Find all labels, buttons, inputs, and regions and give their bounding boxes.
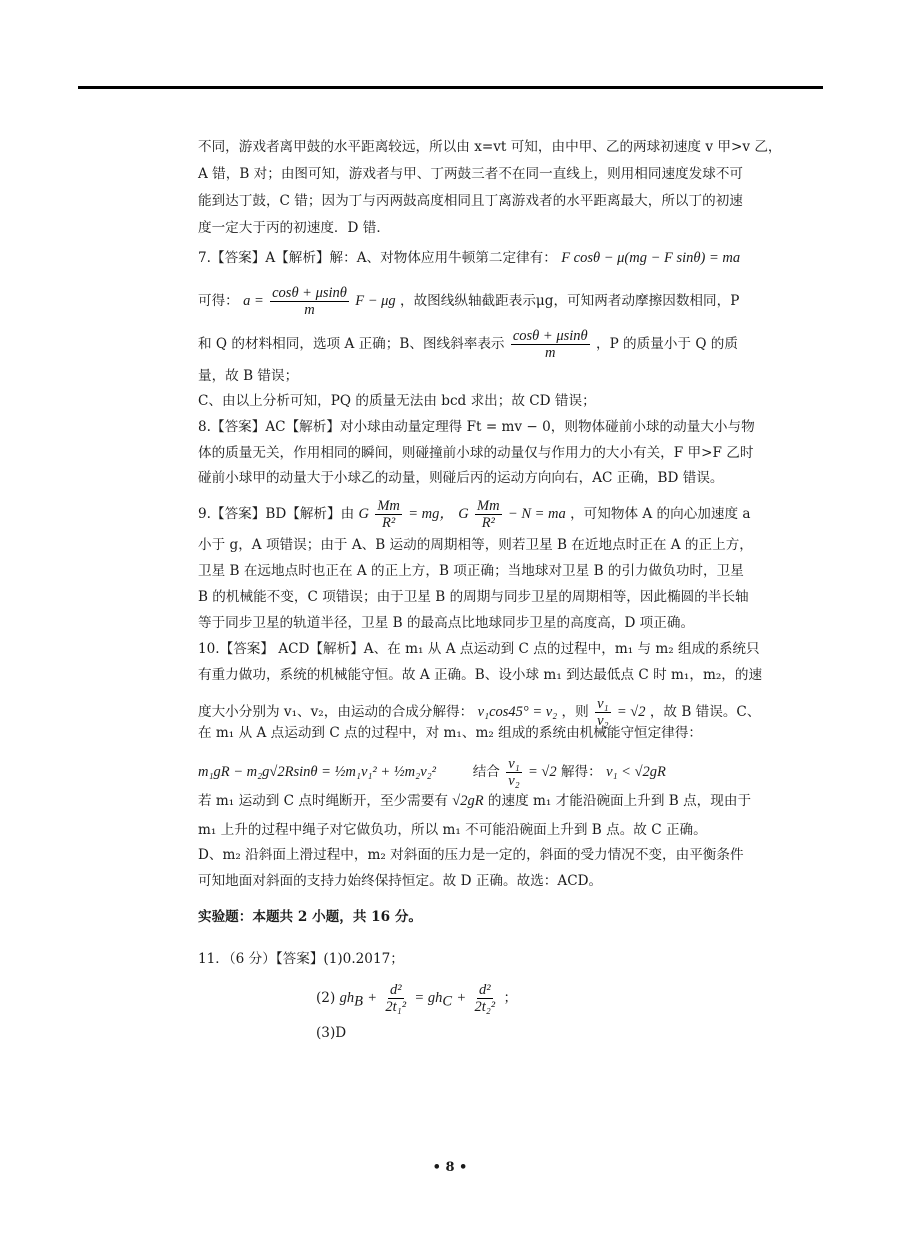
fraction-exp-1: [383, 982, 408, 1015]
equation-vcos: v₁cos45° = v₂: [477, 704, 558, 720]
text-line: (3)D: [316, 1025, 347, 1041]
equation-combine-val: = √2: [528, 764, 557, 780]
text-span: 结合: [472, 764, 500, 780]
fraction-numerator: Mm: [377, 498, 400, 514]
fraction-slope: [511, 328, 590, 361]
fraction-numerator: d²: [478, 982, 491, 998]
fraction-numerator: v₁: [597, 696, 609, 712]
fraction-denominator: v₂: [508, 773, 520, 789]
text-line: 有重力做功，系统的机械能守恒。故 A 正确。B、设小球 m₁ 到达最低点 C 时 m₁，m₂，的速: [198, 667, 763, 683]
text-span: (2): [316, 990, 336, 1006]
equation-exp-sub2: C: [442, 993, 452, 1010]
equation-g-eq2: − N = ma: [507, 506, 566, 522]
text-span: ；: [503, 990, 518, 1006]
text-line: 体的质量无关，作用相同的瞬间，则碰撞前小球的动量仅与作用力的大小有关，F 甲>F 乙时: [198, 445, 754, 461]
equation-energy: m₁gR − m₂g√2Rsinθ = ½m₁v₁² + ½m₂v₂²: [198, 764, 437, 780]
equation-exp-sub: B: [354, 993, 363, 1010]
fraction-numerator: Mm: [477, 498, 500, 514]
text-line: B 的机械能不变，C 项错误；由于卫星 B 的周期与同步卫星的周期相等，因此椭圆的半长轴: [198, 589, 749, 605]
text-line: 量，故 B 错误；: [198, 368, 299, 384]
fraction-numerator: cosθ + μsinθ: [512, 328, 588, 344]
fraction-denominator: R²: [481, 515, 495, 531]
equation-exp-eq: = gh: [414, 990, 443, 1006]
text-span: 9.【答案】BD【解析】由: [198, 506, 355, 522]
equation-g-lead2: G: [458, 506, 469, 522]
fraction-combine: [506, 756, 521, 789]
text-span: 解得：: [560, 764, 602, 780]
text-span: ，则: [561, 704, 589, 720]
header-rule: [78, 86, 823, 89]
text-span: 7.【答案】A【解析】解：A、对物体应用牛顿第二定律有：: [198, 250, 557, 266]
equation-exp-gh: gh: [339, 990, 355, 1006]
text-span: 和 Q 的材料相同，选项 A 正确；B、图线斜率表示: [198, 336, 505, 352]
text-line: 11．（6 分）【答案】(1)0.2017；: [198, 951, 404, 967]
fraction-a: [270, 285, 349, 318]
equation-g-eq1: = mg，: [408, 506, 454, 522]
q7-line2: [198, 285, 739, 318]
fraction-exp-2: [472, 982, 497, 1015]
text-line: 8.【答案】AC【解析】对小球由动量定理得 Ft = mv − 0，则物体碰前小球的动量大小与物: [198, 419, 755, 435]
text-line: 小于 g，A 项错误；由于 A、B 运动的周期相等，则若卫星 B 在近地点时正在 A 的正上方，: [198, 537, 753, 553]
text-line: 等于同步卫星的轨道半径，卫星 B 的最高点比地球同步卫星的高度高，D 项正确。: [198, 615, 695, 631]
equation-result: v₁ < √2gR: [606, 764, 666, 780]
q7-line1: [198, 249, 740, 267]
text-line: 可知地面对斜面的支持力始终保持恒定。故 D 正确。故选：ACD。: [198, 873, 603, 889]
equation-v-ratio-val: = √2: [616, 704, 646, 720]
fraction-gravity: [375, 498, 402, 531]
equation-sqrt-need: √2gR: [452, 793, 484, 809]
fraction-denominator: R²: [382, 515, 396, 531]
text-span: ，P 的质量小于 Q 的质: [595, 336, 738, 352]
fraction-denominator: m: [304, 302, 315, 318]
text-line: 度一定大于丙的初速度．D 错．: [198, 220, 390, 236]
q10-line6: [198, 792, 751, 810]
fraction-denominator: v₂: [597, 713, 609, 729]
equation-exp-plus2: +: [456, 990, 467, 1006]
text-line: 在 m₁ 从 A 点运动到 C 点的过程中，对 m₁、m₂ 组成的系统由机械能守恒定律得：: [198, 725, 703, 741]
q11-equation-line: [316, 982, 517, 1015]
text-line: m₁ 上升的过程中绳子对它做负功，所以 m₁ 不可能沿碗面上升到 B 点。故 C 正确。: [198, 822, 707, 838]
text-span: 的速度 m₁ 才能沿碗面上升到 B 点，现由于: [487, 793, 752, 809]
equation-g-lead1: G: [358, 506, 370, 522]
text-span: ，故 B 错误。C、: [649, 704, 761, 720]
text-line: A 错，B 对；由图可知，游戏者与甲、丁两鼓三者不在同一直线上，则用相同速度发球不可: [198, 166, 744, 182]
text-line: 能到达丁鼓，C 错；因为丁与丙两鼓高度相同且丁离游戏者的水平距离最大，所以丁的初速: [198, 193, 743, 209]
text-line: 碰前小球甲的动量大于小球乙的动量，则碰后丙的运动方向向右，AC 正确，BD 错误。: [198, 470, 724, 486]
text-span: 可得：: [198, 293, 239, 309]
text-span: 度大小分别为 v₁、v₂，由运动的合成分解得：: [198, 704, 474, 720]
text-line: 卫星 B 在远地点时也正在 A 的正上方，B 项正确；当地球对卫星 B 的引力做负功时，卫星: [198, 563, 744, 579]
text-line: 10.【答案】 ACD【解析】A、在 m₁ 从 A 点运动到 C 点的过程中，m₁ 与 m₂ 组成的系统只: [198, 641, 760, 657]
q9-line1: [198, 498, 751, 531]
fraction-denominator: 2t₁²: [385, 999, 407, 1015]
text-span: ，故图线纵轴截距表示μg，可知两者动摩擦因数相同，P: [400, 293, 740, 309]
fraction-numerator: d²: [389, 982, 402, 998]
equation-a-tail: F − μg: [355, 293, 396, 309]
text-line: D、m₂ 沿斜面上滑过程中，m₂ 对斜面的压力是一定的，斜面的受力情况不变，由平衡条件: [198, 847, 744, 863]
fraction-gravity-2: [475, 498, 502, 531]
text-span: ，可知物体 A 的向心加速度 a: [570, 506, 751, 522]
equation-newton: F cosθ − μ(mg − F sinθ) = ma: [561, 250, 741, 266]
page-number: • 8 •: [432, 1160, 468, 1175]
text-line: C、由以上分析可知，PQ 的质量无法由 bcd 求出；故 CD 错误；: [198, 393, 596, 409]
q10-energy-line: [198, 756, 666, 789]
q7-line3: [198, 328, 738, 361]
fraction-numerator: cosθ + μsinθ: [272, 285, 347, 301]
fraction-denominator: m: [545, 345, 556, 361]
text-line: 不同，游戏者离甲鼓的水平距离较远，所以由 x=vt 可知，由中甲、乙的两球初速度 v 甲>v 乙，: [198, 139, 782, 155]
section-heading: 实验题：本题共 2 小题，共 16 分。: [198, 909, 423, 925]
equation-a-lhs: a =: [243, 293, 264, 309]
equation-exp-plus: +: [367, 990, 378, 1006]
fraction-numerator: v₁: [508, 756, 520, 772]
text-span: 若 m₁ 运动到 C 点时绳断开，至少需要有: [198, 793, 448, 809]
fraction-denominator: 2t₂²: [474, 999, 496, 1015]
